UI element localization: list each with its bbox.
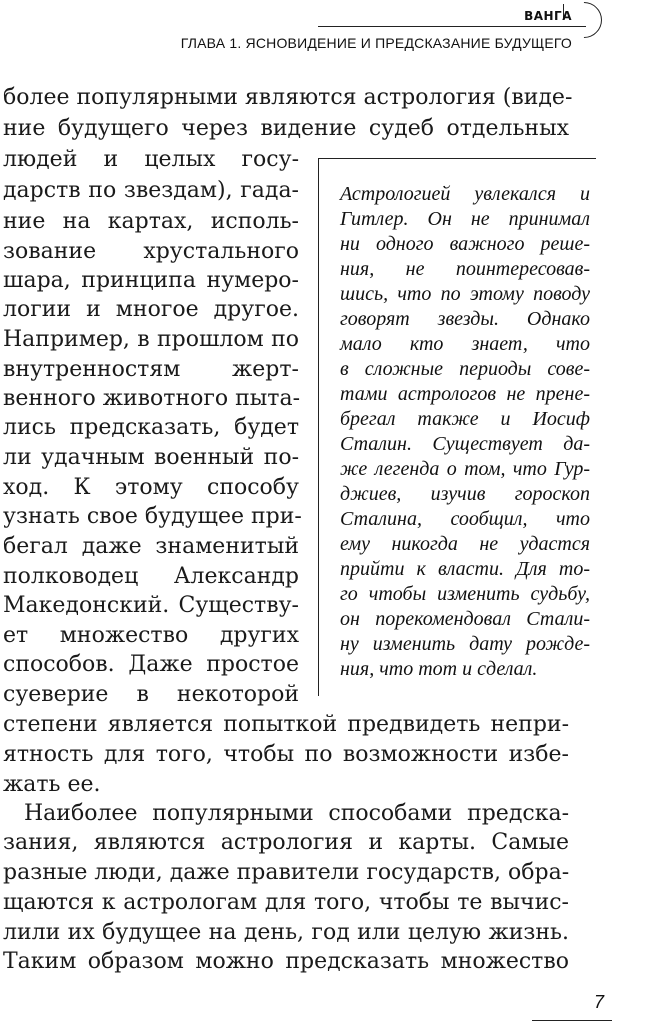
sidebar-line: джиев, изучив гороскоп [340,483,590,505]
sidebar-line: мало кто знает, что [340,333,590,355]
body-line: ятность для того, чтобы по возможности избе- [3,742,569,767]
body-line: полководец Александр [3,564,299,589]
body-line: венного животного пыта- [3,386,301,411]
sidebar-left-rule [318,158,319,696]
sidebar-line: Сталин. Существует да- [340,433,590,455]
body-line: Таким образом можно предсказать множество [3,949,569,974]
body-line: способов. Даже простое [3,652,299,677]
sidebar-line: ему никогда не удастся [340,533,590,555]
header-rule [318,26,586,27]
body-line: жать ее. [3,772,101,797]
body-line: Например, в прошлом по [3,327,299,352]
body-line: степени является попыткой предвидеть непри- [3,712,569,737]
body-line: лили их будущее на день, год или целую жизнь. [3,920,569,945]
sidebar-line: ния, не поинтересовав- [340,258,590,280]
body-line: щаются к астрологам для того, чтобы те вычис- [3,890,569,915]
body-line: ние будущего через видение судеб отдельных [3,116,569,141]
body-line: разные люди, даже правители государств, обра- [3,860,570,885]
sidebar-line: в сложные периоды сове- [340,358,590,380]
chapter-title: ГЛАВА 1. ЯСНОВИДЕНИЕ И ПРЕДСКАЗАНИЕ БУДУЩЕГО [180,35,572,51]
sidebar-line: тами астрологов не прене- [340,383,590,405]
sidebar-line: Гитлер. Он не принимал [340,208,590,230]
sidebar-line: он порекомендовал Стали- [340,608,590,630]
page-number: 7 [594,992,605,1012]
body-line: бегал даже знаменитый [3,534,299,559]
body-line: лись предсказать, будет [3,415,299,440]
sidebar-top-rule [318,158,596,159]
sidebar-line: го чтобы изменить судьбу, [340,583,590,605]
footer-rule [532,1020,612,1021]
sidebar-line: Астрологией увлекался и [340,183,590,205]
body-line: внутренностям жерт- [3,357,299,382]
body-line: зование хрустального [3,239,299,264]
sidebar-line: говорят звезды. Однако [340,308,590,330]
body-line: суеверие в некоторой [3,682,299,707]
sidebar-line: брегал также и Иосиф [340,408,590,430]
sidebar-line: ну изменить дату рожде- [340,633,590,655]
body-line: логии и многое другое. [3,297,299,322]
body-line: ние на картах, исполь- [3,209,299,234]
sidebar-line: шись, что по этому поводу [340,283,590,305]
body-line: ход. К этому способу [3,475,299,500]
body-line: узнать свое будущее при- [3,504,302,529]
body-line: дарств по звездам), гада- [3,178,299,203]
running-header [0,0,648,60]
sidebar-line: ни одного важного реше- [340,233,590,255]
sidebar-line: же легенда о том, что Гур- [340,458,590,480]
body-line: Наиболее популярными способами предска- [24,801,569,826]
body-line: людей и целых госу- [3,147,299,172]
body-line: ет множество других [3,623,299,648]
body-line: более популярными являются астрология (виде- [3,85,573,110]
sidebar-line: Сталина, сообщил, что [340,508,590,530]
brand-title: ВАНГА [524,9,572,23]
body-line: зания, являются астрология и карты. Самые [3,830,569,855]
sidebar-line: ния, что тот и сделал. [340,658,538,680]
body-line: шара, принципа нумеро- [3,268,299,293]
body-line: Македонский. Существу- [3,593,299,618]
sidebar-line: прийти к власти. Для то- [340,558,590,580]
body-line: ли удачным военный по- [3,445,299,470]
